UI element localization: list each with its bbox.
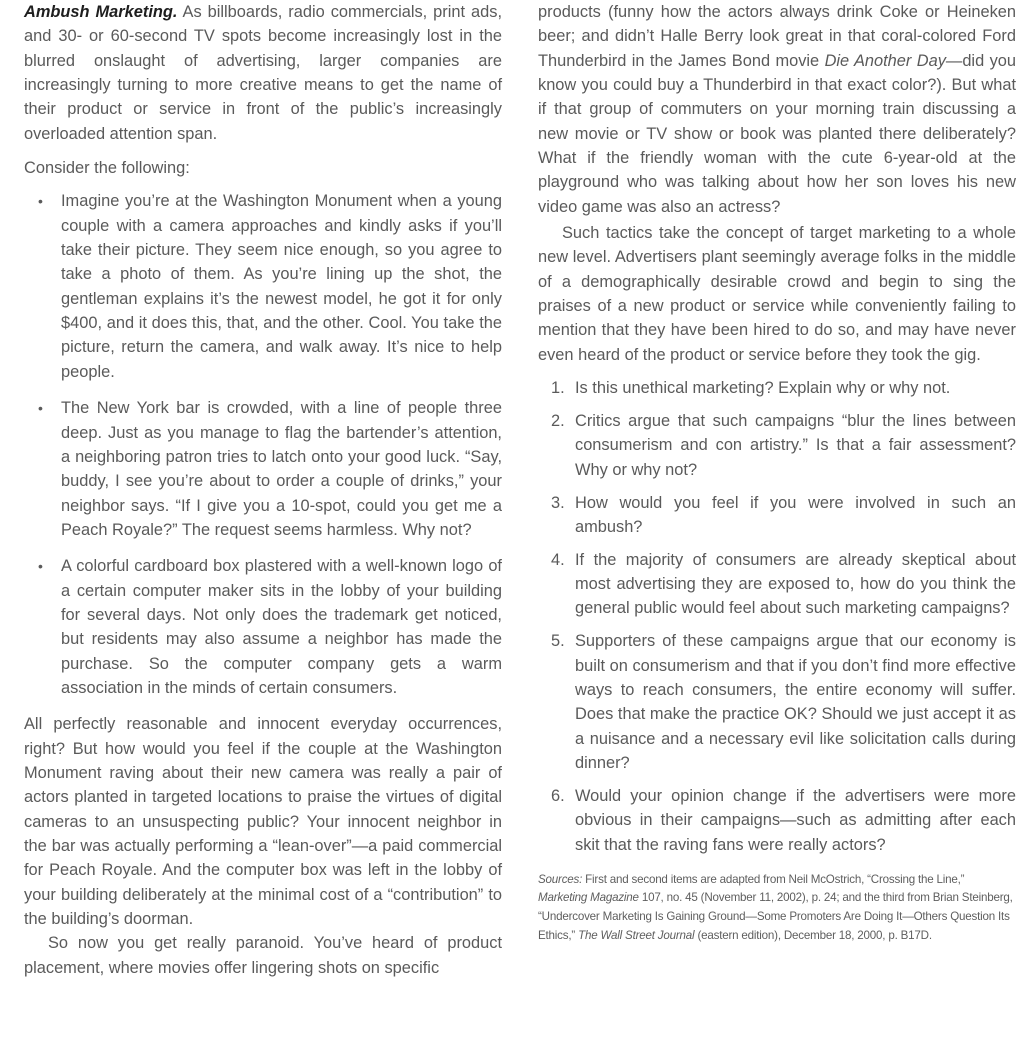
consider-label: Consider the following: — [24, 159, 190, 178]
question-item — [538, 548, 1016, 621]
bullet-icon: • — [38, 558, 43, 575]
questions-list — [538, 376, 1016, 857]
list-item — [24, 554, 502, 700]
question-item — [538, 409, 1016, 482]
movie-title: Die Another Day — [824, 51, 946, 70]
question-text: If the majority of consumers are already skeptical about most advertising they are exposed to, how do you think the general public would feel about such marketing campaigns? — [575, 550, 1016, 618]
sources-text: (eastern edition), December 18, 2000, p. B17D. — [694, 928, 932, 942]
question-number: 1. — [551, 379, 565, 398]
question-item — [538, 629, 1016, 775]
question-number: 4. — [551, 550, 565, 569]
right-column — [538, 0, 1016, 945]
question-item — [538, 784, 1016, 857]
sources-text: 107, no. 45 (November 11, 2002), p. 24; and the third from Brian Steinberg, “Undercover Marketing Is Gaining Ground—Some Promoters Are Doing It—Others Question Its Ethics,” — [538, 891, 1013, 942]
left-column — [24, 0, 502, 980]
paragraph-continuation — [538, 0, 1016, 219]
list-item — [24, 396, 502, 542]
question-number: 2. — [551, 412, 565, 430]
list-item-text: A colorful cardboard box plastered with a well-known logo of a certain computer maker sits in the lobby of your building for several days. Not only does the trademark get noticed, but residents may also assume a neighbor has made the purchase. So the computer company gets a warm association in the minds of certain consumers. — [61, 557, 502, 697]
magazine-title: Marketing Magazine — [538, 891, 639, 905]
list-item-text: Imagine you’re at the Washington Monument when a young couple with a camera approaches and kindly asks if you’ll take their picture. They seem nice enough, so you agree to take a photo of them. As you’re lining up the shot, the gentleman explains it’s the newest model, he got it for only $400, and it does this, that, and the other. Cool. You take the picture, return the camera, and walk away. It’s nice to help people. — [61, 192, 502, 381]
question-text: Is this unethical marketing? Explain why or why not. — [575, 379, 951, 398]
paragraph-tactics: Such tactics take the concept of target marketing to a whole new level. Advertisers plant seemingly average folks in the middle of a demographically desirable crowd and begin to sing the praises of a new product or service while conveniently failing to mention that they have been hired to do so, and may have never even heard of the product or service before they took the gig. — [538, 224, 1016, 364]
question-text: How would you feel if you were involved in such an ambush? — [575, 493, 1016, 536]
sources-note — [538, 871, 1016, 945]
question-number: 5. — [551, 632, 565, 651]
list-item — [24, 189, 502, 384]
paragraph-paranoid: So now you get really paranoid. You’ve heard of product placement, where movies offer lingering shots on specific — [24, 934, 502, 977]
question-text: Critics argue that such campaigns “blur the lines between consumerism and con artistry.” Is that a fair assessment? Why or why not? — [575, 412, 1016, 479]
intro-paragraph — [24, 0, 502, 146]
bullet-icon: • — [38, 400, 43, 417]
bullet-icon: • — [38, 193, 43, 210]
sources-label: Sources: — [538, 872, 583, 886]
scenario-list — [24, 189, 502, 700]
question-number: 3. — [551, 493, 565, 512]
question-item — [538, 491, 1016, 540]
paragraph-everyday: All perfectly reasonable and innocent everyday occurrences, right? But how would you feel if the couple at the Washington Monument raving about their new camera was really a pair of actors planted in targeted locations to praise the virtues of digital cameras to an unsuspecting public? Your innocent neighbor in the bar was actually performing a “lean-over”—a paid commercial for Peach Royale. And the computer box was left in the lobby of your building deliberately at the minimal cost of a “contribution” to the building’s doorman. — [24, 715, 502, 929]
list-item-text: The New York bar is crowded, with a line of people three deep. Just as you manage to flag the bartender’s attention, a neighboring patron tries to latch onto your good luck. “Say, buddy, I see you’re about to order a couple of drinks,” your neighbor says. “If I give you a 10-spot, could you get me a Peach Royale?” The request seems harmless. Why not? — [61, 399, 502, 539]
question-text: Would your opinion change if the advertisers were more obvious in their campaigns—such as admitting after each skit that the raving fans were really actors? — [575, 786, 1016, 854]
continuation-text-1: products (funny how the actors always drink Coke or Heineken beer; and didn’t Halle Berry look great in that coral-colored Ford Thunderbird in the James Bond movie — [538, 3, 1016, 70]
question-number: 6. — [551, 786, 565, 805]
continuation-text-2: —did you know you could buy a Thunderbird in that exact color?). But what if that group of commuters on your morning train discussing a new movie or TV show or book was planted there deliberately? What if the friendly woman with the cute 6-year-old at the playground who was talking about how her son loves his new video game was also an actress? — [538, 51, 1017, 216]
question-item — [538, 376, 1016, 400]
question-text: Supporters of these campaigns argue that our economy is built on consumerism and that if you don’t find more effective ways to reach consumers, the entire economy will suffer. Does that make the practice OK? Should we just accept it as a nuisance and a necessary evil like solicitation calls during dinner? — [575, 632, 1016, 772]
sources-text: First and second items are adapted from Neil McOstrich, “Crossing the Line,” — [582, 872, 965, 886]
intro-text: As billboards, radio commercials, print ads, and 30- or 60-second TV spots become increasingly lost in the blurred onslaught of advertising, larger companies are increasingly turning to more creative means to get the name of their product or service in front of the public’s increasingly overloaded attention span. — [24, 3, 503, 143]
section-heading: Ambush Marketing. — [24, 3, 178, 21]
journal-title: The Wall Street Journal — [578, 928, 695, 942]
